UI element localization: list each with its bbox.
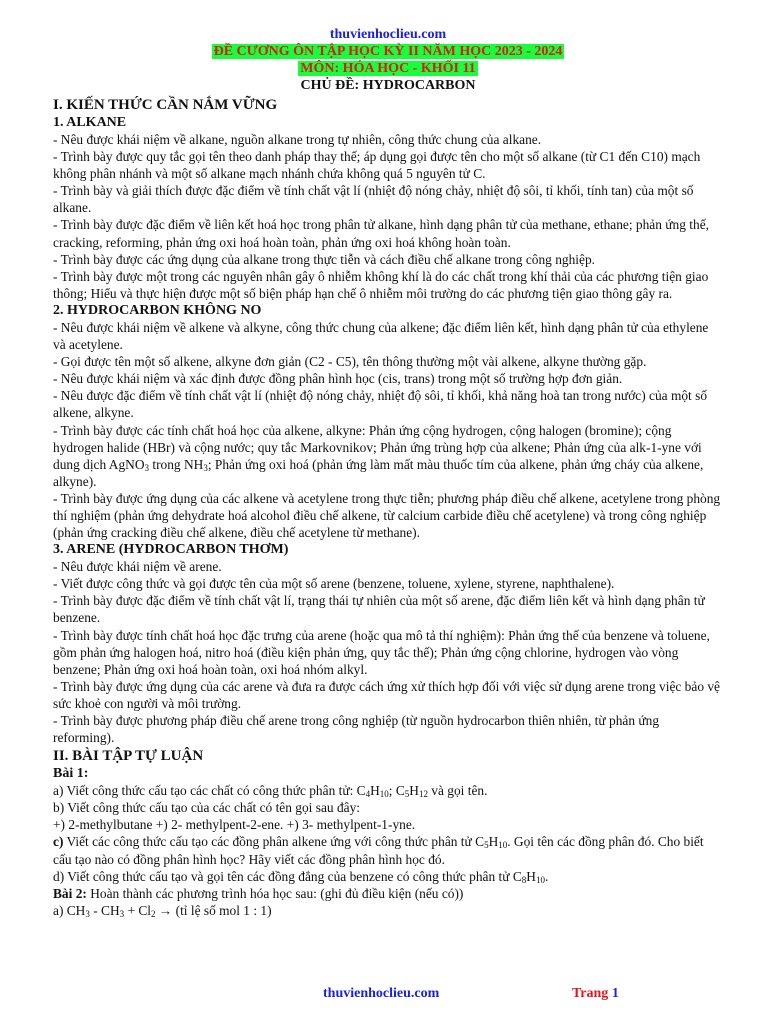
- unsaturated-heading: 2. HYDROCARBON KHÔNG NO: [53, 302, 262, 318]
- section-2-heading: II. BÀI TẬP TỰ LUẬN: [53, 748, 204, 765]
- list-item: - Trình bày được các tính chất hoá học của alkene, alkyne: Phản ứng cộng hydrogen, cộng halogen (bromine); cộng hydrogen halide (HBr) và cộng nước; quy tắc Markovnikov; Phản ứng trùng hợp của alkene; Phản ứng của alk-1-yne với dung dịch AgNO$_3$ trong $NH_3$; Phản ứng oxi hoá (phản ứng làm mất màu thuốc tím của alkene, phản ứng cháy của alkene, alkyne).: [53, 422, 704, 489]
- page-footer: [0, 986, 768, 1006]
- list-item: - Trình bày được đặc điểm về tính chất vật lí, trạng thái tự nhiên của một số arene, đặc điểm liên kết và hình dạng phân tử benzene.: [53, 593, 705, 626]
- page-number: 1: [611, 986, 619, 1001]
- page-label: Trang: [572, 986, 609, 1001]
- list-item: - Nêu được khái niệm về alkene và alkyne, công thức chung của alkene; đặc điểm liên kết, hình dạng phân tử của ethylene và acetylene.: [53, 319, 709, 353]
- list-item: - Trình bày được quy tắc gọi tên theo danh pháp thay thế; áp dụng gọi được tên cho một số alkane (từ C1 đến C10) mạch không phân nhánh và một số alkane mạch nhánh chứa không quá 5 nguyên tử C.: [53, 149, 701, 182]
- document-page: [53, 26, 723, 919]
- alkane-list: [53, 131, 723, 302]
- topic-line: CHỦ ĐỀ: HYDROCARBON: [300, 78, 476, 93]
- footer-site-link[interactable]: thuvienhoclieu.com: [323, 986, 440, 1001]
- exercise-2-heading: Bài 2:: [53, 885, 87, 901]
- arene-heading: 3. ARENE (HYDROCARBON THƠM): [53, 542, 289, 558]
- list-item: - Nêu được khái niệm về alkane, nguồn alkane trong tự nhiên, công thức chung của alkane.: [53, 132, 542, 147]
- list-item: - Trình bày được các ứng dụng của alkane trong thực tiễn và cách điều chế alkane trong công nghiệp.: [53, 251, 595, 267]
- exercise-1a: a) Viết công thức cấu tạo các chất có công thức phân tử: $C_4H_{10}$; $C_5H_{12}$ và gọi tên.: [53, 783, 488, 800]
- exercise-1c-label: c): [53, 834, 64, 850]
- exercise-1b: b) Viết công thức cấu tạo của các chất có tên gọi sau đây:: [53, 800, 360, 816]
- exercise-1-heading: Bài 1:: [53, 766, 89, 782]
- document-title: ĐỀ CƯƠNG ÔN TẬP HỌC KỲ II NĂM HỌC 2023 - 2024: [213, 44, 563, 59]
- exercise-2-text: Hoàn thành các phương trình hóa học sau: (ghi đủ điều kiện (nếu có)): [90, 885, 464, 901]
- exercise-1b-list: +) 2-methylbutane +) 2- methylpent-2-ene. +) 3- methylpent-1-yne.: [53, 817, 416, 833]
- exercise-2: [53, 885, 723, 902]
- arene-list: [53, 558, 723, 746]
- unsaturated-list: [53, 319, 723, 541]
- exercise-1c: [53, 833, 723, 867]
- exercise-1c-text: Viết các công thức cấu tạo các đồng phân alkene ứng với công thức phân tử $C_5H_{10}$. Gọi tên các đồng phân đó. Cho biết cấu tạo nào có đồng phân hình học? Hãy viết các đồng phân hình học đó.: [53, 834, 704, 867]
- site-header[interactable]: thuvienhoclieu.com: [329, 27, 447, 42]
- list-item: - Viết được công thức và gọi được tên của một số arene (benzene, toluene, xylene, styrene, naphthalene).: [53, 576, 615, 592]
- exercise-1d: d) Viết công thức cấu tạo và gọi tên các đồng đẳng của benzene có công thức phân tử $C_8H_{10}$.: [53, 868, 549, 885]
- list-item: - Trình bày được phương pháp điều chế arene trong công nghiệp (từ nguồn hydrocarbon thiên nhiên, từ phản ứng reforming).: [53, 713, 660, 746]
- section-1-heading: I. KIẾN THỨC CẦN NẮM VỮNG: [53, 97, 278, 113]
- list-item: - Trình bày được một trong các nguyên nhân gây ô nhiễm không khí là do các chất trong khí thải của các phương tiện giao thông; Hiểu và thực hiện được một số biện pháp hạn chế ô nhiễm môi trường do các phương tiện giao thông gây ra.: [53, 268, 709, 301]
- list-item: - Trình bày được ứng dụng của các alkene và acetylene trong thực tiễn; phương pháp điều chế alkene, acetylene trong phòng thí nghiệm (phản ứng dehydrate hoá alcohol điều chế alkene, từ calcium carbide điều chế acetylene) và trong công nghiệp (phản ứng cracking điều chế alkene, điều chế acetylene từ methane).: [53, 490, 721, 541]
- alkane-heading: 1. ALKANE: [53, 115, 127, 130]
- list-item: - Trình bày được đặc điểm về liên kết hoá học trong phân tử alkane, hình dạng phân tử của methane, ethane; phản ứng thế, cracking, reforming, phản ứng oxi hoá hoàn toàn, phản ứng oxi hoá không hoàn toàn.: [53, 217, 709, 250]
- page-indicator: [572, 986, 619, 1002]
- list-item: - Nêu được khái niệm về arene.: [53, 559, 222, 575]
- list-item: - Trình bày được tính chất hoá học đặc trưng của arene (hoặc qua mô tả thí nghiệm): Phản ứng thế của benzene và toluene, gồm phản ứng halogen hoá, nitro hoá (điều kiện phản ứng, quy tắc thế); Phản ứng cộng chlorine, hydrogen vào vòng benzene; Phản ứng oxi hoá hoàn toàn, oxi hoá nhóm alkyl.: [53, 627, 710, 677]
- list-item: - Nêu được đặc điểm về tính chất vật lí (nhiệt độ nóng chảy, nhiệt độ sôi, tỉ khối, khả năng hoà tan trong nước) của một số alkene, alkyne.: [53, 388, 708, 421]
- list-item: - Nêu được khái niệm và xác định được đồng phân hình học (cis, trans) trong một số trường hợp đơn giản.: [53, 371, 623, 387]
- list-item: - Trình bày được ứng dụng của các arene và đưa ra được cách ứng xử thích hợp đối với việc sử dụng arene trong việc bảo vệ sức khoẻ con người và môi trường.: [53, 678, 720, 711]
- list-item: - Trình bày và giải thích được đặc điểm về tính chất vật lí (nhiệt độ nóng chảy, nhiệt độ sôi, tỉ khối, tính tan) của một số alkane.: [53, 183, 694, 216]
- subject-line: MÔN: HÓA HỌC - KHỐI 11: [300, 61, 476, 76]
- list-item: - Gọi được tên một số alkene, alkyne đơn giản (C2 - C5), tên thông thường một vài alkene, alkyne thường gặp.: [53, 354, 647, 370]
- exercise-2a: a) $CH_3 - CH_3 + Cl_2$ → (tỉ lệ số mol 1 : 1): [53, 902, 272, 919]
